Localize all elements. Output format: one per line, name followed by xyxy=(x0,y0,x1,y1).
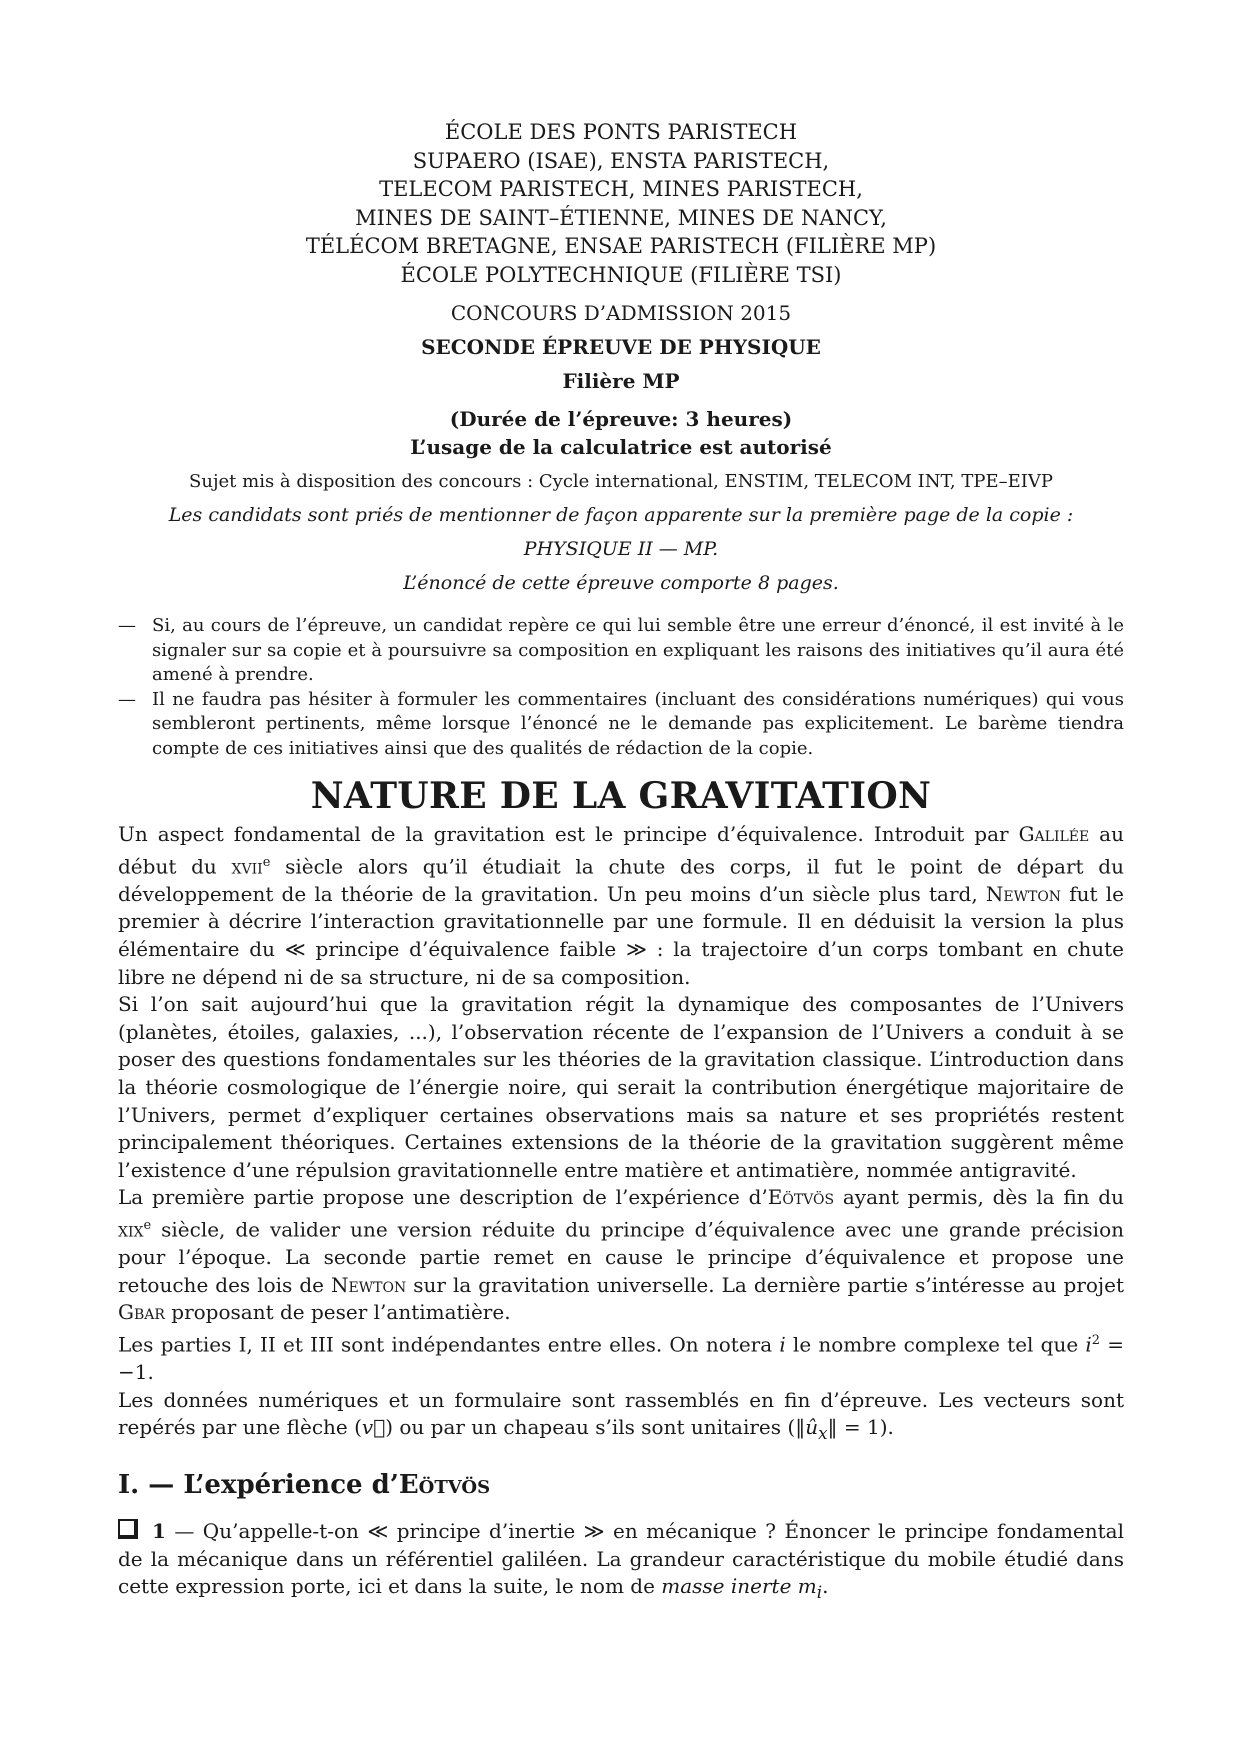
candidats-note: Les candidats sont priés de mentionner de façon apparente sur la première page de la copie : xyxy=(168,504,1074,526)
filiere-title: Filière MP xyxy=(562,369,680,393)
duree-block xyxy=(118,405,1124,461)
dash-bullet: — xyxy=(118,688,136,710)
vector-notation: v⃗ xyxy=(361,1415,386,1440)
name-newton: Newton xyxy=(331,1272,407,1297)
rule-text: Si, au cours de l’épreuve, un candidat repère ce qui lui semble être une erreur d’énoncé, il est invité à le signaler sur sa copie et à poursuivre sa composition en expliquant les raisons des initiatives qu’il aura été amené à prendre. xyxy=(152,615,1124,685)
unit-vector-notation: $‖û_x‖ = 1$ xyxy=(795,1415,880,1444)
name-galilee: Galilée xyxy=(1018,822,1090,846)
question-number: 1 xyxy=(152,1519,166,1544)
century-roman: xix xyxy=(118,1217,144,1242)
school-line: TÉLÉCOM BRETAGNE, ENSAE PARISTECH (FILIÈRE MP) xyxy=(305,234,937,258)
introduction xyxy=(118,821,1124,1448)
dash-bullet: — xyxy=(118,615,136,636)
rule-item xyxy=(118,688,1124,762)
concours-title: CONCOURS D’ADMISSION 2015 xyxy=(450,301,792,325)
rules-list xyxy=(118,614,1124,761)
sujet-text: Sujet mis à disposition des concours : Cycle international, ENSTIM, TELECOM INT, TPE–EIVP xyxy=(189,471,1053,492)
school-line: ÉCOLE DES PONTS PARISTECH xyxy=(444,120,798,144)
name-newton: Newton xyxy=(985,881,1062,906)
copy-header-label: PHYSIQUE II — MP. xyxy=(523,538,719,560)
section-heading: I. — L’expérience d’Eötvös xyxy=(118,1470,491,1501)
intro-paragraph: Si l’on sait aujourd’hui que la gravitation régit la dynamique des composantes de l’Univers (planètes, étoiles, galaxies, ...), l’observation récente de l’expansion de l’Univers a conduit à se poser des questions fondamentales sur les théories de la gravitation classique. L’introduction dans la théorie cosmologique de l’énergie noire, qui serait la contribution énergétique majoritaire de l’Univers, permet d’expliquer certaines observations mais sa nature et ses propriétés restent principalement théoriques. Certaines extensions de la théorie de la gravitation suggèrent même l’existence d’une répulsion gravitationnelle entre matière et antimatière, nommée antigravité. xyxy=(118,992,1124,1182)
school-line: ÉCOLE POLYTECHNIQUE (FILIÈRE TSI) xyxy=(400,262,842,287)
intro-paragraph: Les parties I, II et III sont indépendantes entre elles. On notera i le nombre complexe tel que $i^2 = -1$. xyxy=(118,1332,1124,1385)
intro-paragraph: Un aspect fondamental de la gravitation est le principe d’équivalence. Introduit par Galilée au début du xvii$^e$ siècle alors qu’il étudiait la chute des corps, il fut le point de départ du développement de la théorie de la gravitation. Un peu moins d’un siècle plus tard, Newton fut le premier à décrire l’interaction gravitationnelle par une formule. Il en déduisit la version la plus élémentaire du ≪ principe d’équivalence faible ≫ : la trajectoire d’un corps tombant en chute libre ne dépend ni de sa structure, ni de sa composition. xyxy=(118,822,1124,989)
school-line: SUPAERO (ISAE), ENSTA PARISTECH, xyxy=(412,148,830,173)
term-masse-inerte: masse inerte m xyxy=(661,1574,817,1599)
question-1: 1 — Qu’appelle-t-on ≪ principe d’inertie ≫ en mécanique ? Énoncer le principe fondamental de la mécanique dans un référentiel galiléen. La grandeur caractéristique du mobile étudié dans cette expression porte, ici et dans la suite, le nom de masse inerte $m_i$. xyxy=(118,1519,1124,1603)
duree-text: (Durée de l’épreuve: 3 heures) xyxy=(449,407,793,431)
school-line: MINES DE SAINT–ÉTIENNE, MINES DE NANCY, xyxy=(355,205,887,230)
epreuve-title: SECONDE ÉPREUVE DE PHYSIQUE xyxy=(421,335,821,359)
rule-item xyxy=(118,614,1124,688)
schools-header xyxy=(118,118,1124,289)
project-gbar: Gbar xyxy=(118,1300,165,1325)
exam-page xyxy=(118,118,1124,1607)
name-eotvos: Eötvös xyxy=(767,1185,835,1210)
school-line: TELECOM PARISTECH, MINES PARISTECH, xyxy=(379,177,863,201)
checkbox-icon xyxy=(118,1519,138,1539)
main-title: NATURE DE LA GRAVITATION xyxy=(310,775,932,817)
page-count-note: L’énoncé de cette épreuve comporte 8 pages. xyxy=(403,572,839,594)
rule-text: Il ne faudra pas hésiter à formuler les commentaires (incluant des considérations numériques) qui vous sembleront pertinents, même lorsque l’énoncé ne le demande pas explicitement. Le barème tiendra compte de ces initiatives ainsi que des qualités de rédaction de la copie. xyxy=(152,688,1124,759)
calculatrice-text: L’usage de la calculatrice est autorisé xyxy=(410,435,832,459)
intro-paragraph: Les données numériques et un formulaire sont rassemblés en fin d’épreuve. Les vecteurs sont repérés par une flèche (v⃗) ou par un chapeau s’ils sont unitaires $(‖û_x‖ = 1)$. xyxy=(118,1387,1124,1444)
century-roman: xvii xyxy=(231,854,263,879)
intro-paragraph: La première partie propose une description de l’expérience d’Eötvös ayant permis, dès la fin du xix$^e$ siècle, de valider une version réduite du principe d’équivalence avec une grande précision pour l’époque. La seconde partie remet en cause le principe d’équivalence et propose une retouche des lois de Newton sur la gravitation universelle. La dernière partie s’intéresse au projet Gbar proposant de peser l’antimatière. xyxy=(118,1185,1125,1325)
